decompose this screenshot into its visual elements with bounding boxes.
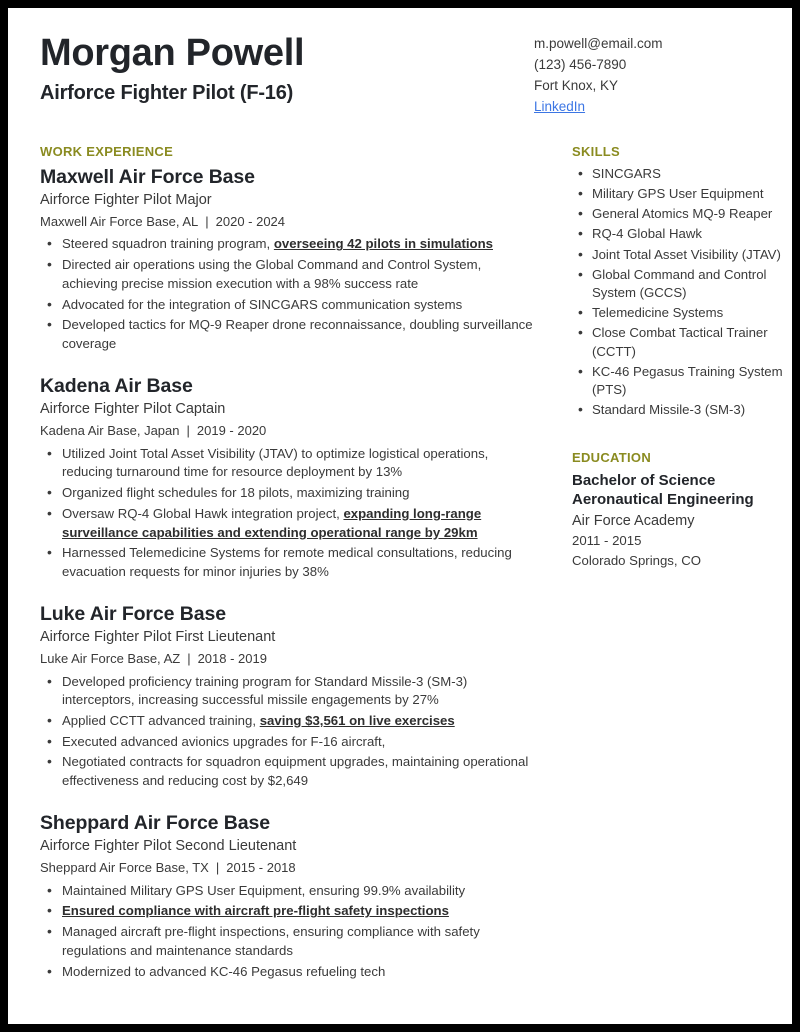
bullet-emphasis: overseeing 42 pilots in simulations (273, 236, 493, 252)
job-dates: 2015 - 2018 (226, 860, 296, 876)
skill-item: • Joint Total Asset Visibility (JTAV) (572, 246, 800, 264)
bullet-text: Steered squadron training program, (62, 236, 274, 252)
bullet-text: Directed air operations using the Global Command and Control System, achieving precise mission execution with a 98% success rate (62, 257, 482, 291)
education-entry (572, 471, 800, 571)
main-column (40, 144, 550, 984)
job-entry (40, 602, 540, 791)
resume-columns (40, 143, 783, 984)
bullet-text: Developed proficiency training program for Standard Missile-3 (SM-3) interceptors, increasing successful missile engagements by 27% (62, 673, 468, 708)
job-bullet-list (40, 445, 540, 582)
candidate-job-title: Airforce Fighter Pilot (F-16) (40, 81, 294, 104)
skill-item: • KC-46 Pegasus Training System (PTS) (572, 363, 800, 399)
job-role: Airforce Fighter Pilot First Lieutenant (40, 629, 276, 646)
job-location: Kadena Air Base, Japan (40, 423, 180, 439)
bullet-text: Harnessed Telemedicine Systems for remote medical consultations, reducing evacuation requests for minor injuries by 38% (62, 545, 512, 580)
bullet-text: Developed tactics for MQ-9 Reaper drone reconnaissance, doubling surveillance coverage (62, 317, 533, 352)
job-location: Maxwell Air Force Base, AL (40, 213, 199, 229)
bullet-text: Negotiated contracts for squadron equipment upgrades, maintaining operational effectiveness and reducing cost by $2,649 (62, 754, 529, 789)
identity-block (40, 28, 304, 105)
skill-item: • Global Command and Control System (GCCS) (572, 266, 800, 302)
job-organization: Luke Air Force Base (40, 602, 226, 625)
work-experience-heading: WORK EXPERIENCE (40, 143, 174, 159)
contact-location: Fort Knox, KY (534, 77, 619, 93)
job-bullet (40, 733, 540, 752)
job-organization: Kadena Air Base (40, 374, 193, 397)
education-heading: EDUCATION (572, 449, 652, 465)
education-school: Air Force Academy (572, 512, 695, 529)
skill-item: • Military GPS User Equipment (572, 185, 800, 203)
education-dates: 2011 - 2015 (572, 533, 642, 549)
bullet-text: Organized flight schedules for 18 pilots, maximizing training (62, 485, 410, 501)
skill-item: • General Atomics MQ-9 Reaper (572, 205, 800, 223)
job-role: Airforce Fighter Pilot Second Lieutenant (40, 838, 297, 855)
sidebar-column (572, 144, 800, 571)
job-bullet (40, 484, 540, 503)
bullet-text: Advocated for the integration of SINCGARS communication systems (62, 296, 463, 312)
job-location: Sheppard Air Force Base, TX (40, 860, 209, 876)
job-entry (40, 811, 540, 981)
bullet-text: Maintained Military GPS User Equipment, ensuring 99.9% availability (62, 882, 466, 898)
job-bullet-list (40, 882, 540, 982)
job-meta-separator: | (205, 213, 209, 229)
bullet-emphasis: saving $3,561 on live exercises (259, 713, 455, 728)
education-degree-line-1: Bachelor of Science (572, 471, 716, 489)
education-location: Colorado Springs, CO (572, 552, 702, 568)
bullet-text: Utilized Joint Total Asset Visibility (JTAV) to optimize logistical operations, reducing turnaround time for resource deployment by 13% (62, 445, 489, 480)
job-entry (40, 165, 540, 354)
job-meta (40, 650, 540, 668)
skills-list (572, 165, 800, 420)
bullet-text: Applied CCTT advanced training, (62, 713, 260, 728)
education-degree-line-2: Aeronautical Engineering (572, 490, 754, 508)
job-meta-separator: | (186, 423, 190, 439)
bullet-emphasis: Ensured compliance with aircraft pre-flight safety inspections (62, 903, 449, 919)
job-bullet (40, 882, 540, 901)
job-bullet (40, 256, 540, 293)
work-experience-list (40, 165, 540, 982)
job-meta (40, 859, 540, 877)
job-meta-separator: | (187, 650, 191, 666)
job-bullet (40, 505, 540, 542)
job-bullet (40, 316, 540, 353)
contact-phone: (123) 456-7890 (534, 56, 627, 72)
candidate-name: Morgan Powell (40, 32, 305, 74)
job-role: Airforce Fighter Pilot Captain (40, 401, 226, 418)
job-organization: Sheppard Air Force Base (40, 811, 270, 834)
contact-block (534, 28, 766, 118)
job-bullet (40, 712, 540, 731)
skill-item: • Telemedicine Systems (572, 304, 800, 322)
resume-content (8, 8, 792, 1024)
job-organization: Maxwell Air Force Base (40, 165, 255, 188)
resume-header (40, 28, 766, 118)
bullet-text: Modernized to advanced KC-46 Pegasus refueling tech (62, 963, 386, 979)
job-bullet (40, 963, 540, 982)
job-bullet (40, 923, 540, 960)
job-role: Airforce Fighter Pilot Major (40, 192, 212, 209)
skill-item: • Standard Missile-3 (SM-3) (572, 401, 800, 419)
job-dates: 2019 - 2020 (196, 423, 267, 439)
job-dates: 2018 - 2019 (197, 650, 267, 666)
bullet-text: Managed aircraft pre-flight inspections, ensuring compliance with safety regulations and maintenance standards (62, 924, 480, 958)
job-meta (40, 213, 540, 231)
bullet-text: Oversaw RQ-4 Global Hawk integration project, (62, 505, 344, 521)
job-bullet (40, 235, 540, 254)
job-bullet (40, 544, 540, 581)
job-bullet (40, 902, 540, 921)
job-location: Luke Air Force Base, AZ (40, 650, 181, 666)
job-bullet (40, 445, 540, 482)
job-meta (40, 422, 540, 440)
contact-email: m.powell@email.com (534, 36, 663, 51)
bullet-text: Executed advanced avionics upgrades for F-16 aircraft, (62, 733, 386, 749)
skill-item: • Close Combat Tactical Trainer (CCTT) (572, 324, 800, 360)
job-bullet-list (40, 673, 540, 791)
job-entry (40, 374, 540, 582)
job-bullet (40, 673, 540, 710)
job-meta-separator: | (215, 860, 220, 876)
job-bullet (40, 296, 540, 315)
skills-heading: SKILLS (572, 143, 621, 159)
job-dates: 2020 - 2024 (215, 213, 286, 229)
job-bullet-list (40, 235, 540, 353)
skill-item: • RQ-4 Global Hawk (572, 225, 800, 243)
skill-item: • SINCGARS (572, 165, 800, 183)
linkedin-link[interactable]: LinkedIn (534, 98, 586, 114)
job-bullet (40, 753, 540, 790)
bullet-emphasis: expanding long-range surveillance capabilities and extending operational range by 29km (62, 505, 482, 540)
